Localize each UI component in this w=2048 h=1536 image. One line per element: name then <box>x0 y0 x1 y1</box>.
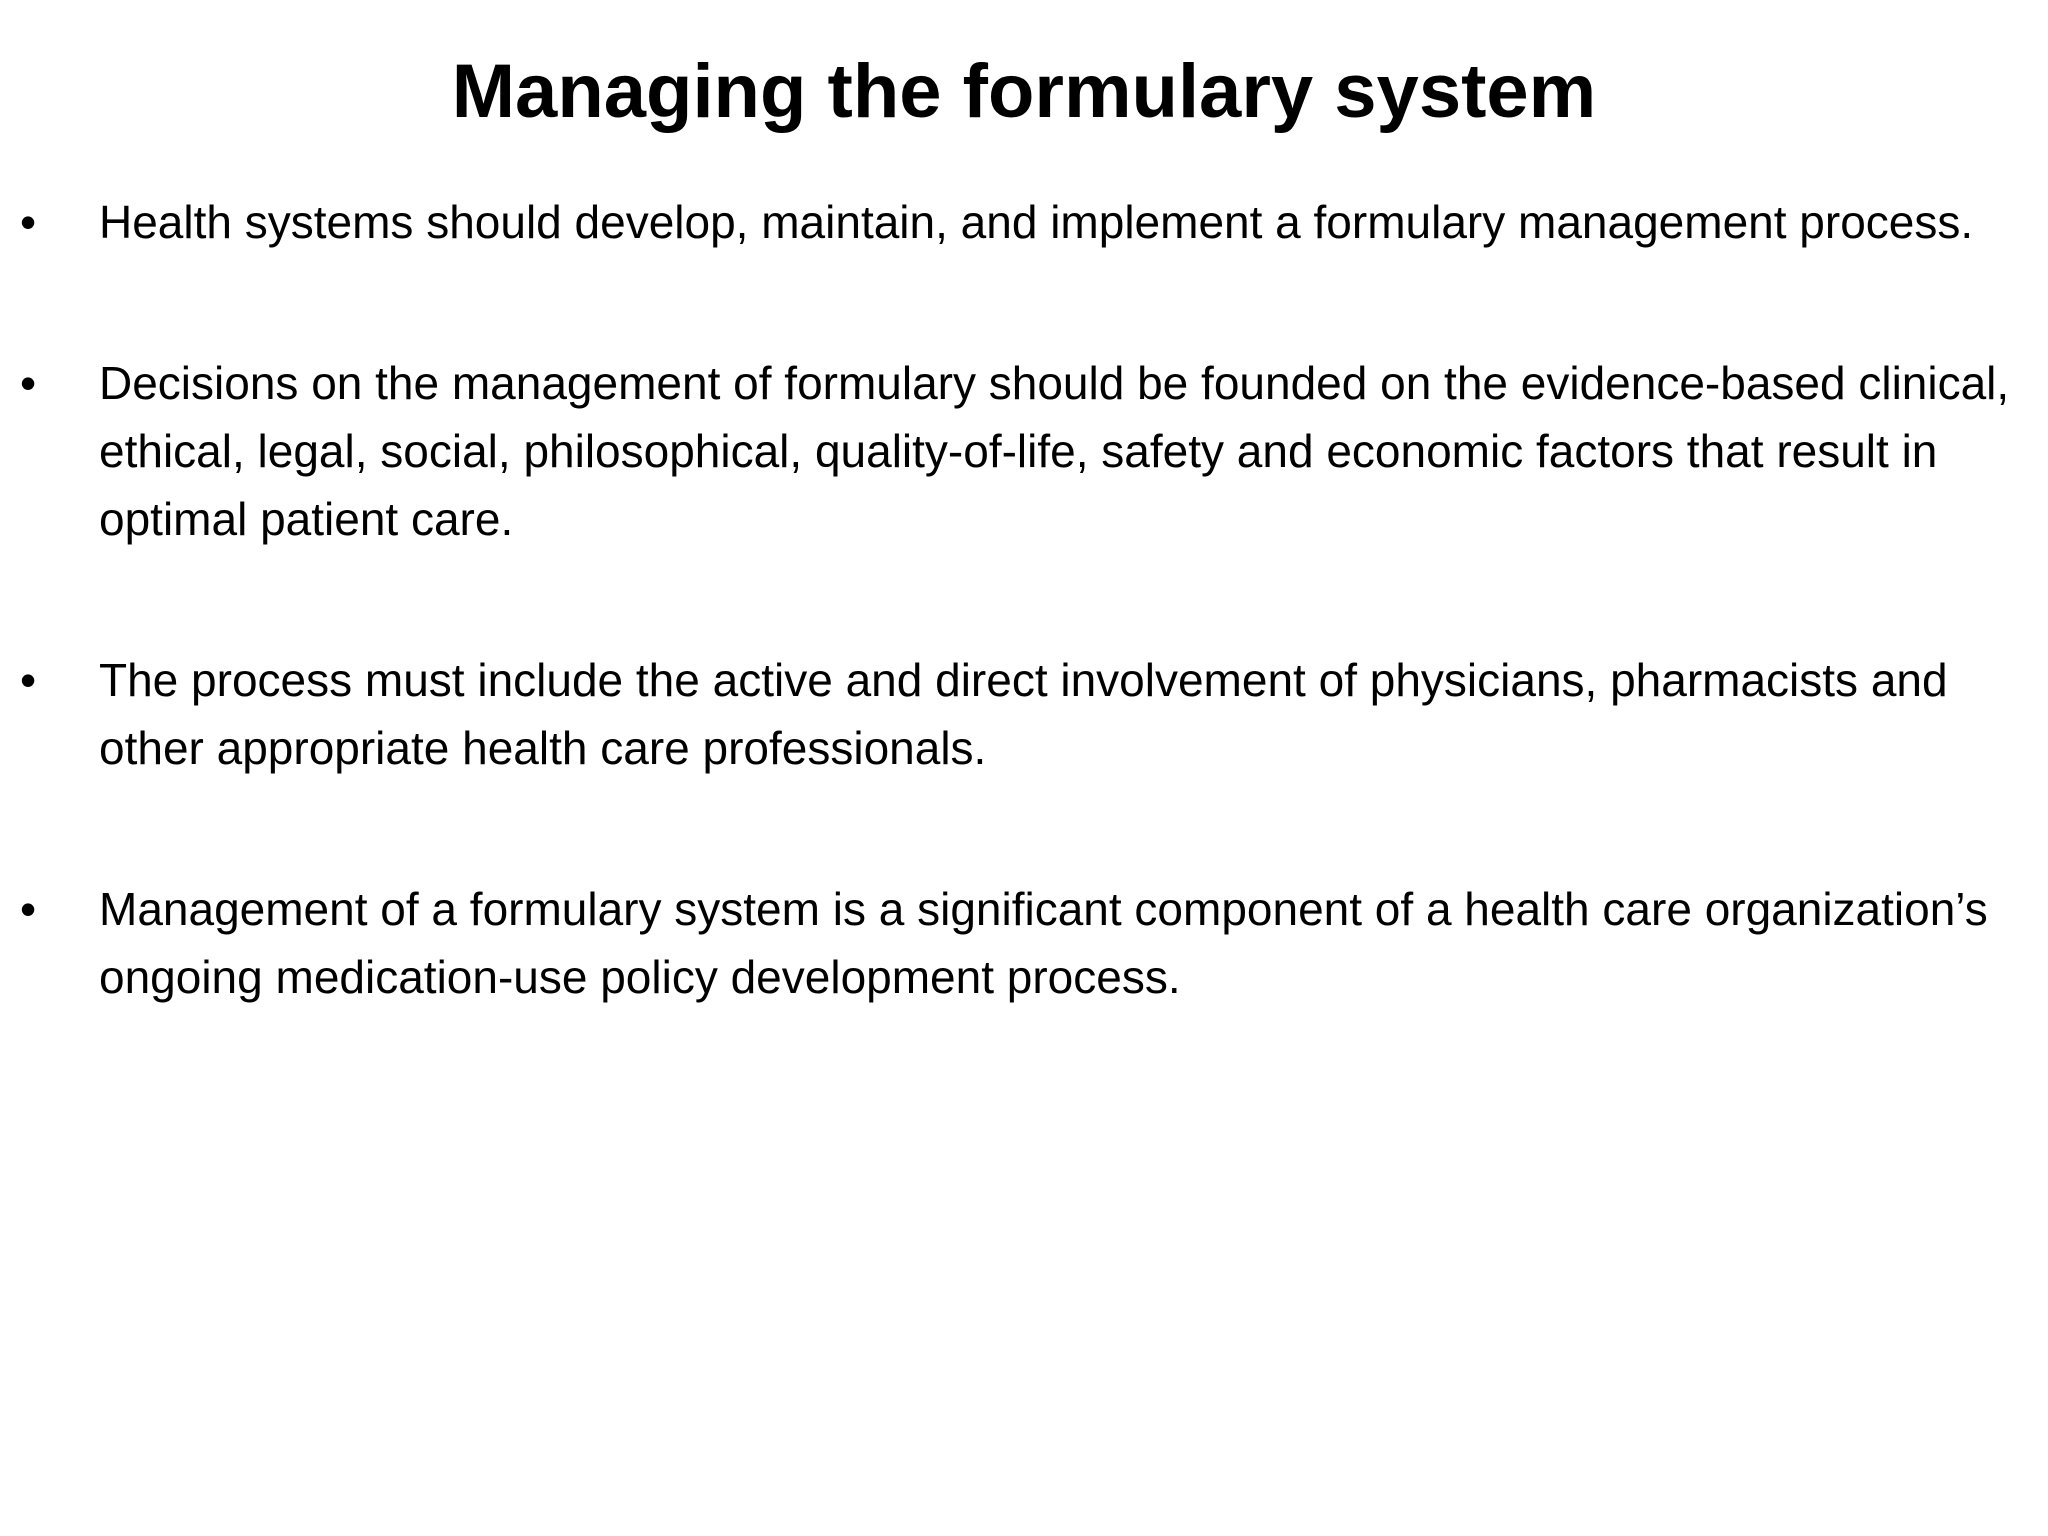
bullet-list <box>20 188 2030 1011</box>
slide-title: Managing the formulary system <box>451 49 1597 134</box>
bullet-icon: • <box>20 654 37 706</box>
bullet-text: Decisions on the management of formulary should be founded on the evidence-based clinical, ethical, legal, social, philosophical, quality-of-life, safety and economic factors that result in optimal patient care. <box>99 357 2010 545</box>
bullet-item <box>20 188 2030 256</box>
bullet-text: Management of a formulary system is a significant component of a health care organization’s ongoing medication-use policy development process. <box>99 883 1988 1003</box>
bullet-text: Health systems should develop, maintain, and implement a formulary management process. <box>99 196 1974 248</box>
bullet-text: The process must include the active and direct involvement of physicians, pharmacists and other appropriate health care professionals. <box>99 654 1948 774</box>
bullet-item <box>20 875 2030 1011</box>
bullet-icon: • <box>20 196 37 248</box>
bullet-item <box>20 646 2030 782</box>
bullet-icon: • <box>20 883 37 935</box>
bullet-item <box>20 349 2030 553</box>
bullet-icon: • <box>20 357 37 409</box>
